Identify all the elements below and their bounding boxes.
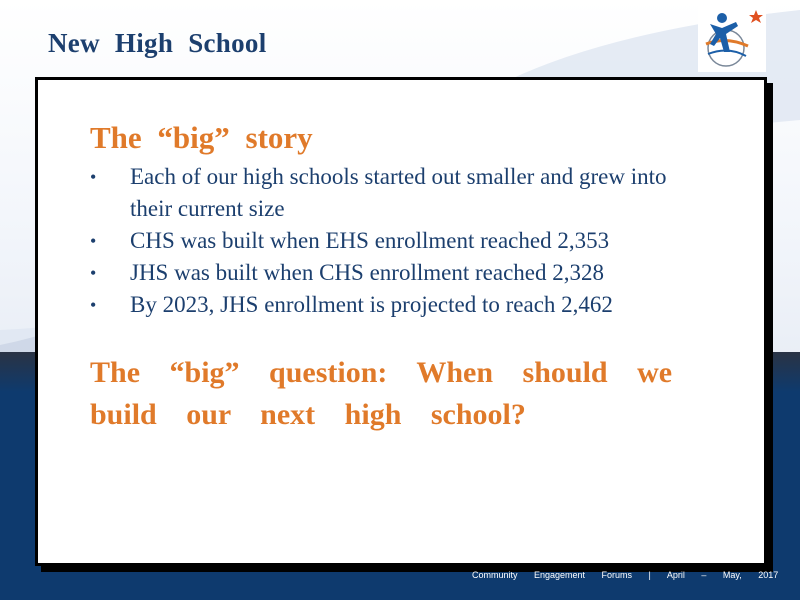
list-item <box>90 161 710 225</box>
logo-figure-icon <box>698 6 766 72</box>
footer-text: Community Engagement Forums | April – May, 2017 <box>472 570 779 580</box>
story-heading: The “big” story <box>90 120 313 155</box>
bullet-text: By 2023, JHS enrollment is projected to reach 2,462 <box>130 292 613 317</box>
slide-title: New High School <box>48 28 267 58</box>
bullet-text: Each of our high schools started out smaller and grew into their current size <box>130 164 667 221</box>
list-item <box>90 225 710 257</box>
bullet-dot-icon: • <box>90 167 97 187</box>
bullet-dot-icon: • <box>90 263 97 283</box>
bullet-list <box>90 161 710 321</box>
bullet-text: CHS was built when EHS enrollment reached 2,353 <box>130 228 610 253</box>
list-item <box>90 289 710 321</box>
question-heading: The “big” question: When should we build our next high school? <box>90 356 673 431</box>
bullet-dot-icon: • <box>90 231 97 251</box>
list-item <box>90 257 710 289</box>
logo <box>698 6 766 72</box>
bullet-dot-icon: • <box>90 295 97 315</box>
bullet-text: JHS was built when CHS enrollment reached 2,328 <box>130 260 604 285</box>
